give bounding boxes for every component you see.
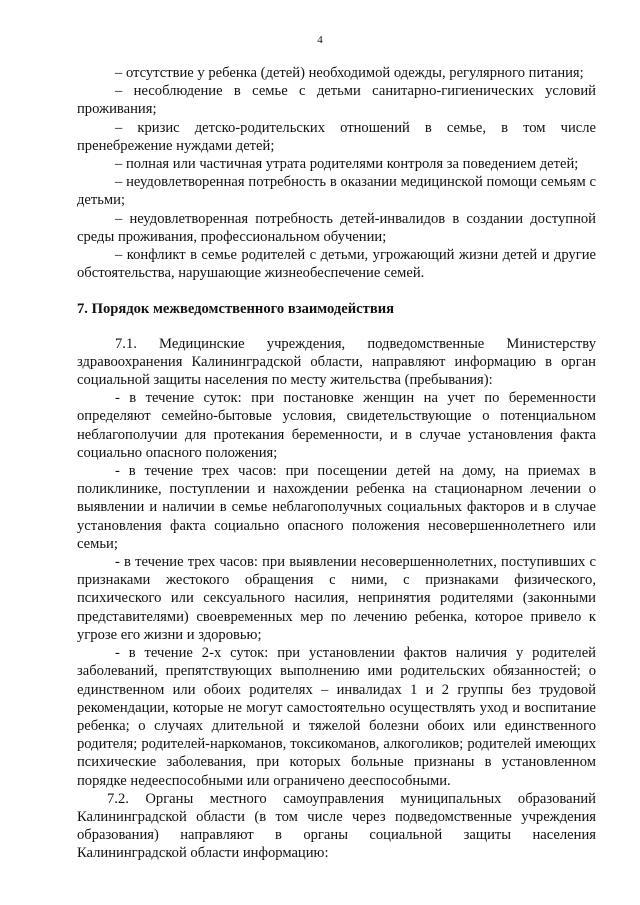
clause-7-1-item: - в течение суток: при постановке женщин на учет по беременности определяют семейно-бытовые условия, свидетельствующие о потенциальном неблагополучии для протекания беременности, и в случае установления факта социально опасного положения; xyxy=(77,390,596,461)
list-item: – неудовлетворенная потребность детей-инвалидов в создании доступной среды проживания, профессиональном обучении; xyxy=(77,210,596,245)
page-number: 4 xyxy=(317,34,323,46)
clause-7-1-intro: 7.1. Медицинские учреждения, подведомственные Министерству здравоохранения Калининградской области, направляют информацию в орган социальной защиты населения по месту жительства (пребывания): xyxy=(77,335,596,389)
list-item: – отсутствие у ребенка (детей) необходимой одежды, регулярного питания; xyxy=(115,65,584,81)
list-item: – неудовлетворенная потребность в оказании медицинской помощи семьям с детьми; xyxy=(77,174,596,209)
list-item: – несоблюдение в семье с детьми санитарно-гигиенических условий проживания; xyxy=(77,83,596,118)
clause-7-2: 7.2. Органы местного самоуправления муниципальных образований Калининградской области (в том числе через подведомственные учреждения образования) направляют в органы социальной защиты населения Калининградской области информацию: xyxy=(77,790,596,862)
clause-7-1-item: - в течение трех часов: при посещении детей на дому, на приемах в поликлинике, поступлении и нахождении ребенка на стационарном лечении о выявлении и наличии в семье неблагополучных социальных факторов и в случае установления факта социально опасного положения несовершеннолетнего или семьи; xyxy=(77,463,596,552)
document-body xyxy=(77,64,596,863)
list-item: – конфликт в семье родителей с детьми, угрожающий жизни детей и другие обстоятельства, нарушающие жизнеобеспечение семей. xyxy=(77,247,596,282)
clause-7-1-item: - в течение трех часов: при выявлении несовершеннолетних, поступивших с признаками жестокого обращения с ними, с признаками физического, психического или сексуального насилия, непринятия родителями (законными представителями) своевременных мер по лечению ребенка, которое привело к угрозе его жизни и здоровью; xyxy=(77,554,596,643)
clause-7-1-item: - в течение 2-х суток: при установлении фактов наличия у родителей заболеваний, препятствующих выполнению ими родительских обязанностей; о единственном или обоих родителях – инвалидах 1 и 2 группы без трудовой рекомендации, которые не могут самостоятельно осуществлять уход и воспитание ребенка; о случаях длительной и тяжелой болезни обоих или единственного родителя; родителей-наркоманов, токсикоманов, алкоголиков; родителей имеющих психические заболевания, при которых больные признаны в установленном порядке недееспособными или ограничено дееспособными. xyxy=(77,645,596,789)
list-item: – кризис детско-родительских отношений в семье, в том числе пренебрежение нуждами детей; xyxy=(77,119,596,154)
list-item: – полная или частичная утрата родителями контроля за поведением детей; xyxy=(115,156,579,173)
section-heading: 7. Порядок межведомственного взаимодействия xyxy=(77,301,395,318)
